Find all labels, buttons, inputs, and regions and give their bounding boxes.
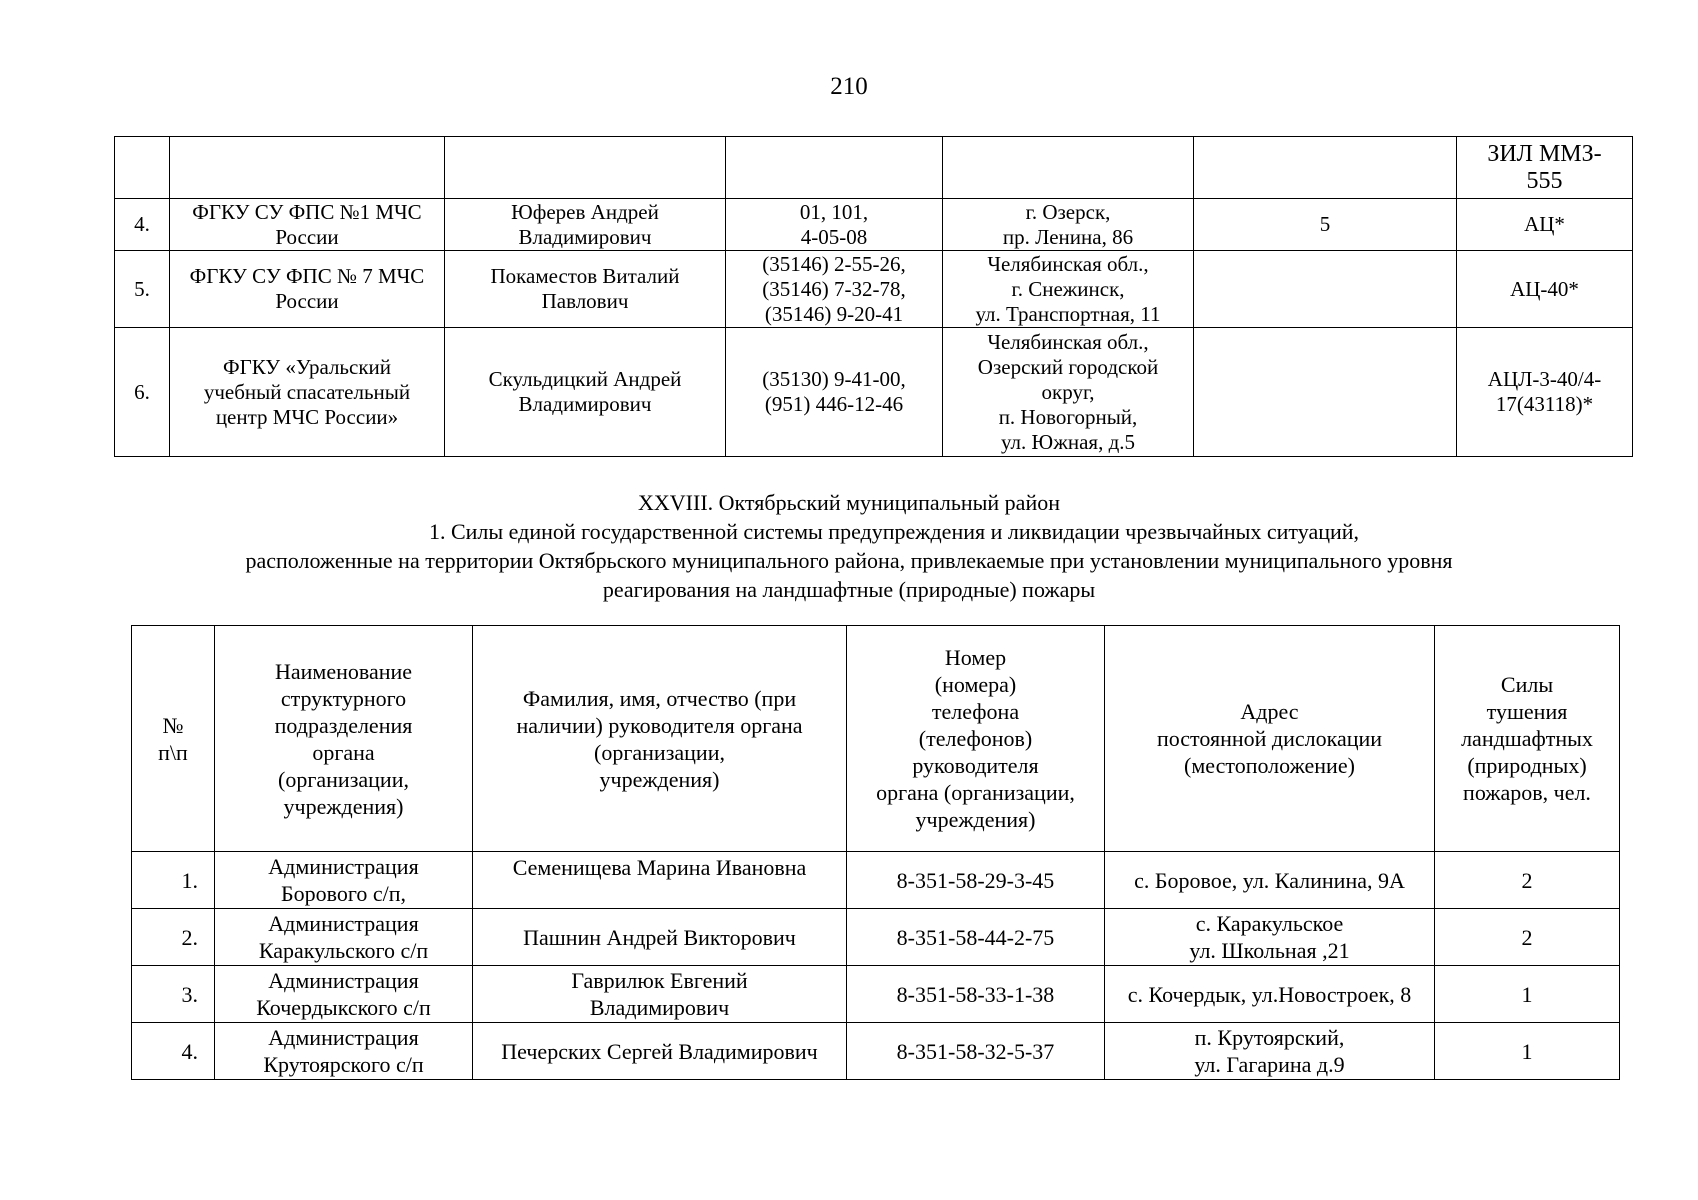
phone-cell: 8-351-58-29-3-45 [847,852,1105,909]
phone-cell: 8-351-58-44-2-75 [847,909,1105,966]
equipment-cell: АЦ-40* [1457,251,1633,328]
phone-cell: (35130) 9-41-00, (951) 446-12-46 [726,328,943,457]
head-name-cell: Пашнин Андрей Викторович [473,909,847,966]
section-subtitle: 1. Силы единой государственной системы предупреждения и ликвидации чрезвычайных ситуаций, [428,519,1360,544]
organization-cell: Администрация Крутоярского с/п [215,1023,473,1080]
table-row [115,328,1633,457]
table-row [115,251,1633,328]
header-number: № п\п [132,626,215,852]
table-row [132,966,1620,1023]
organization-cell: Администрация Борового с/п, [215,852,473,909]
forces-cell: 1 [1435,966,1620,1023]
head-name-cell: Гаврилюк Евгений Владимирович [473,966,847,1023]
forces-cell: 1 [1435,1023,1620,1080]
count-cell: 5 [1194,199,1457,251]
row-number: 5. [115,251,170,328]
table-fire-units-continued [114,136,1633,457]
row-number: 1. [132,852,215,909]
head-name-cell: Печерских Сергей Владимирович [473,1023,847,1080]
table-row [132,909,1620,966]
address-cell: п. Крутоярский, ул. Гагарина д.9 [1105,1023,1435,1080]
equipment-cell: ЗИЛ ММЗ- 555 [1457,137,1633,199]
table-row [132,1023,1620,1080]
section-title: XXVIII. Октябрьский муниципальный район [638,490,1060,515]
address-cell: с. Каракульское ул. Школьная ,21 [1105,909,1435,966]
row-number: 6. [115,328,170,457]
head-name-cell: Юферев Андрей Владимирович [445,199,726,251]
count-cell [1194,328,1457,457]
row-number: 2. [132,909,215,966]
phone-cell: 8-351-58-33-1-38 [847,966,1105,1023]
head-name-cell: Покаместов Виталий Павлович [445,251,726,328]
header-forces: Силы тушения ландшафтных (природных) пожаров, чел. [1435,626,1620,852]
equipment-cell: АЦ* [1457,199,1633,251]
organization-cell: ФГКУ СУ ФПС №1 МЧС России [170,199,445,251]
table-oktyabrsky-forces [131,625,1620,1080]
equipment-cell: АЦЛ-3-40/4- 17(43118)* [1457,328,1633,457]
table-row [132,852,1620,909]
phone-cell [726,137,943,199]
address-cell: Челябинская обл., Озерский городской округ, п. Новогорный, ул. Южная, д.5 [943,328,1194,457]
organization-cell [170,137,445,199]
address-cell: Челябинская обл., г. Снежинск, ул. Транспортная, 11 [943,251,1194,328]
organization-cell: Администрация Кочердыкского с/п [215,966,473,1023]
count-cell [1194,251,1457,328]
row-number: 3. [132,966,215,1023]
head-name-cell: Семенищева Марина Ивановна [473,852,847,909]
head-name-cell: Скульдицкий Андрей Владимирович [445,328,726,457]
head-name-cell [445,137,726,199]
phone-cell: 8-351-58-32-5-37 [847,1023,1105,1080]
row-number: 4. [115,199,170,251]
header-head-name: Фамилия, имя, отчество (при наличии) руководителя органа (организации, учреждения) [473,626,847,852]
header-organization: Наименование структурного подразделения органа (организации, учреждения) [215,626,473,852]
address-cell: г. Озерск, пр. Ленина, 86 [943,199,1194,251]
organization-cell: Администрация Каракульского с/п [215,909,473,966]
section-subtitle: расположенные на территории Октябрьского муниципального района, привлекаемые при установлении муниципального уровня [245,548,1453,573]
organization-cell: ФГКУ СУ ФПС № 7 МЧС России [170,251,445,328]
phone-cell: 01, 101, 4-05-08 [726,199,943,251]
table-header-row [132,626,1620,852]
row-number: 4. [132,1023,215,1080]
row-number [115,137,170,199]
phone-cell: (35146) 2-55-26, (35146) 7-32-78, (35146) 9-20-41 [726,251,943,328]
organization-cell: ФГКУ «Уральский учебный спасательный центр МЧС России» [170,328,445,457]
table-row [115,137,1633,199]
address-cell: с. Боровое, ул. Калинина, 9А [1105,852,1435,909]
section-subtitle: реагирования на ландшафтные (природные) пожары [602,577,1096,602]
header-address: Адрес постоянной дислокации (местоположение) [1105,626,1435,852]
address-cell [943,137,1194,199]
section-heading [0,488,1698,604]
table-row [115,199,1633,251]
address-cell: с. Кочердык, ул.Новостроек, 8 [1105,966,1435,1023]
forces-cell: 2 [1435,909,1620,966]
count-cell [1194,137,1457,199]
page-number: 210 [830,73,868,100]
forces-cell: 2 [1435,852,1620,909]
header-phone: Номер (номера) телефона (телефонов) руководителя органа (организации, учреждения) [847,626,1105,852]
